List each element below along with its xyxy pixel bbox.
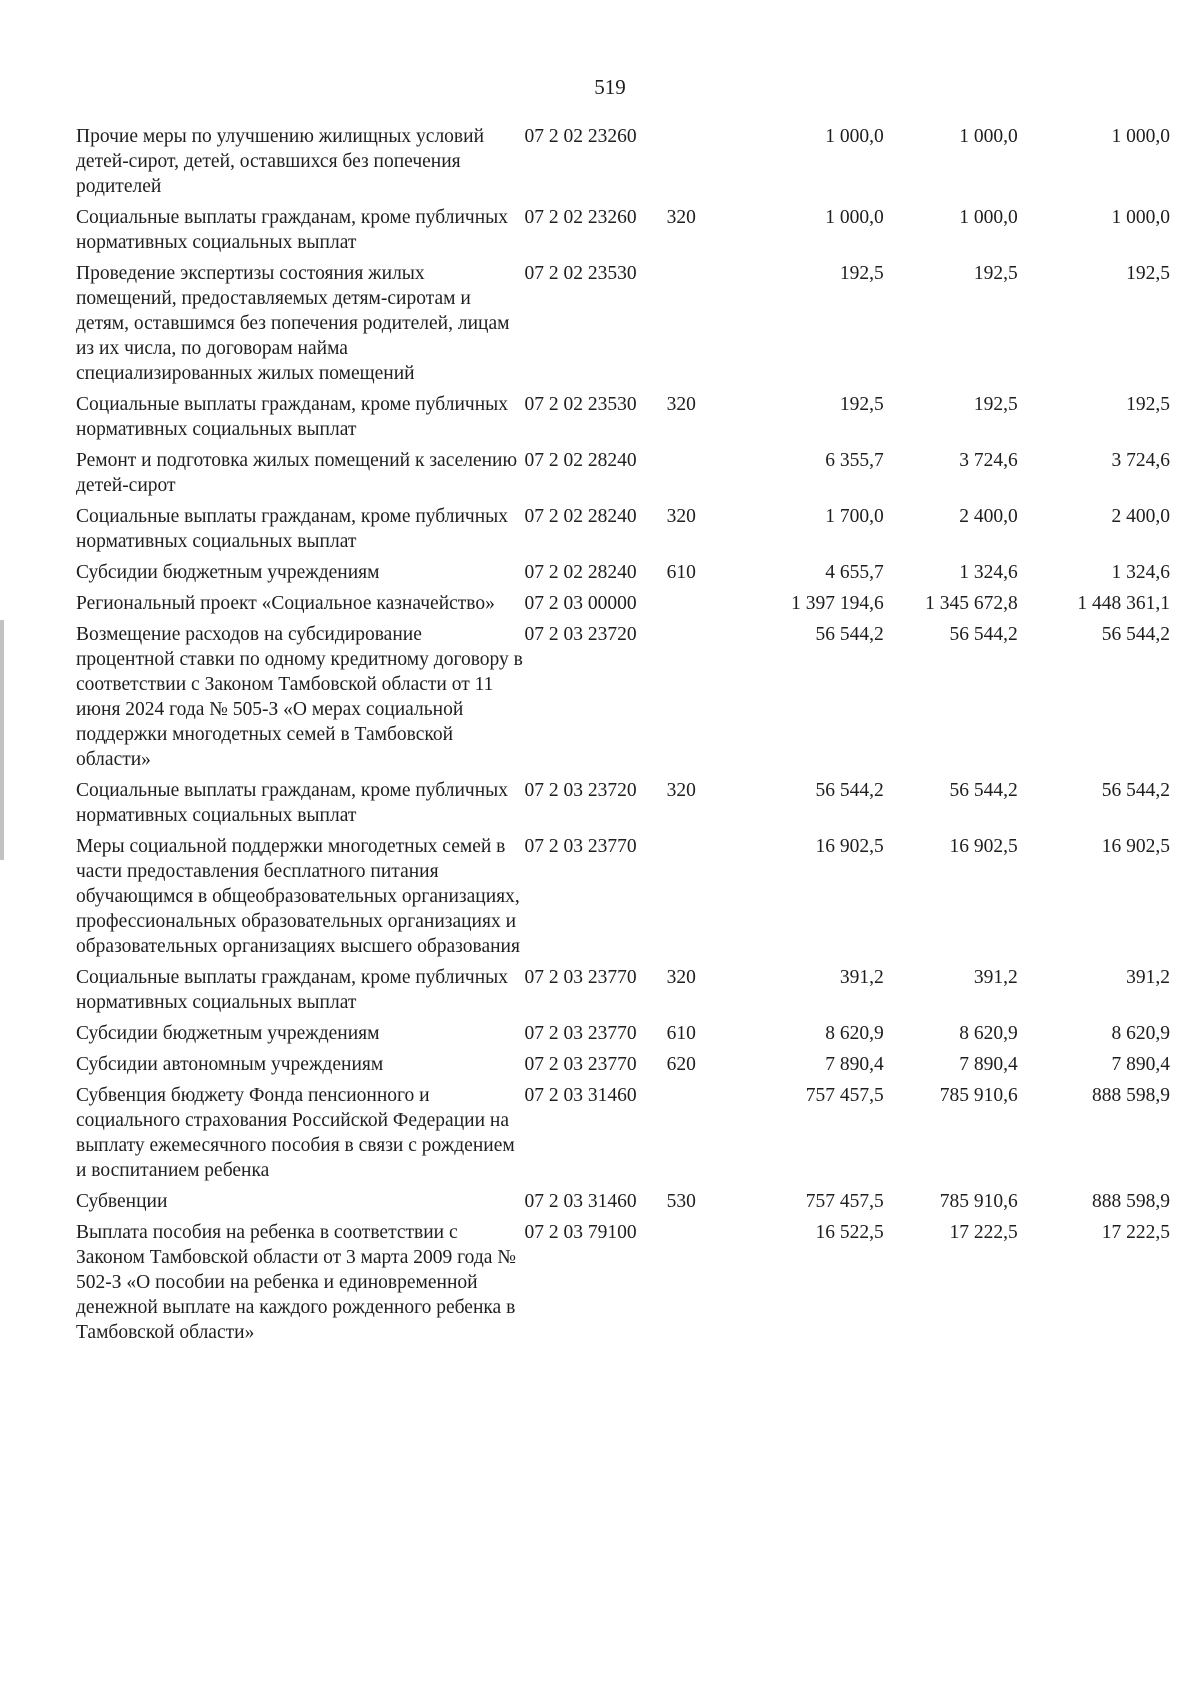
row-value-2: 7 890,4 [959, 1054, 1018, 1075]
table-row [76, 448, 1170, 504]
row-value-1: 192,5 [839, 394, 884, 415]
row-value-2: 785 910,6 [939, 1191, 1018, 1212]
row-expense-type [667, 1083, 730, 1189]
row-value-2: 1 000,0 [959, 126, 1018, 147]
row-value-3: 192,5 [1126, 394, 1170, 415]
row-value-2: 192,5 [973, 394, 1018, 415]
row-code: 07 2 03 00000 [524, 593, 637, 614]
row-name: Социальные выплаты гражданам, кроме публичных нормативных социальных выплат [76, 967, 508, 1013]
row-code: 07 2 03 23770 [524, 967, 637, 988]
table-row [76, 965, 1170, 1021]
row-expense-type: 610 [666, 562, 696, 583]
row-value-3: 391,2 [1126, 967, 1170, 988]
table-row [76, 124, 1170, 205]
table-row [76, 622, 1170, 778]
row-value-3: 1 448 361,1 [1077, 593, 1170, 614]
row-expense-type: 320 [666, 394, 696, 415]
row-expense-type [667, 622, 730, 778]
row-value-1: 8 620,9 [825, 1023, 884, 1044]
table-row [76, 261, 1170, 392]
row-value-1: 16 522,5 [815, 1222, 884, 1243]
row-code: 07 2 02 23530 [524, 394, 637, 415]
row-expense-type [667, 448, 730, 504]
row-expense-type [667, 591, 730, 622]
row-value-2: 1 000,0 [959, 207, 1018, 228]
row-value-2: 391,2 [973, 967, 1018, 988]
row-value-1: 4 655,7 [825, 562, 884, 583]
row-value-2: 3 724,6 [959, 450, 1018, 471]
row-name: Социальные выплаты гражданам, кроме публичных нормативных социальных выплат [76, 394, 508, 440]
row-code: 07 2 02 28240 [524, 506, 637, 527]
scan-artifact [0, 620, 4, 860]
row-value-1: 16 902,5 [815, 836, 884, 857]
row-value-2: 192,5 [973, 263, 1018, 284]
row-value-3: 1 000,0 [1111, 126, 1170, 147]
table-row [76, 1220, 1170, 1351]
row-value-2: 1 345 672,8 [925, 593, 1018, 614]
row-value-3: 8 620,9 [1111, 1023, 1170, 1044]
table-row [76, 834, 1170, 965]
row-expense-type: 320 [666, 506, 696, 527]
row-expense-type: 610 [666, 1023, 696, 1044]
row-code: 07 2 03 79100 [524, 1222, 637, 1243]
row-value-1: 757 457,5 [805, 1085, 884, 1106]
row-name: Субвенции [76, 1191, 168, 1212]
row-expense-type: 620 [666, 1054, 696, 1075]
row-code: 07 2 03 31460 [524, 1085, 637, 1106]
row-code: 07 2 02 28240 [524, 562, 637, 583]
row-value-3: 1 000,0 [1111, 207, 1170, 228]
row-value-1: 6 355,7 [825, 450, 884, 471]
table-row [76, 504, 1170, 560]
row-value-1: 757 457,5 [805, 1191, 884, 1212]
row-value-2: 1 324,6 [959, 562, 1018, 583]
row-value-3: 7 890,4 [1111, 1054, 1170, 1075]
row-code: 07 2 03 31460 [524, 1191, 637, 1212]
row-name: Субсидии автономным учреждениям [76, 1054, 384, 1075]
page-number: 519 [594, 75, 626, 99]
row-name: Прочие меры по улучшению жилищных условий детей-сирот, детей, оставшихся без попечения родителей [76, 126, 485, 197]
table-row [76, 560, 1170, 591]
row-value-1: 192,5 [839, 263, 884, 284]
row-expense-type: 320 [666, 967, 696, 988]
row-value-1: 56 544,2 [815, 780, 884, 801]
row-value-2: 56 544,2 [949, 624, 1018, 645]
row-name: Социальные выплаты гражданам, кроме публичных нормативных социальных выплат [76, 506, 508, 552]
row-name: Возмещение расходов на субсидирование процентной ставки по одному кредитному договору в соответствии с Законом Тамбовской области от 11 июня 2024 года № 505-З «О мерах социальной поддержки многодетных семей в Тамбовской области» [76, 624, 523, 770]
row-expense-type [667, 1220, 730, 1351]
row-code: 07 2 02 23260 [524, 126, 637, 147]
table-row [76, 1083, 1170, 1189]
row-code: 07 2 03 23770 [524, 836, 637, 857]
table-row [76, 1189, 1170, 1220]
table-row [76, 1052, 1170, 1083]
row-value-1: 1 700,0 [825, 506, 884, 527]
row-value-1: 7 890,4 [825, 1054, 884, 1075]
row-expense-type: 320 [666, 207, 696, 228]
row-value-1: 1 000,0 [825, 126, 884, 147]
row-value-2: 785 910,6 [939, 1085, 1018, 1106]
row-value-1: 391,2 [839, 967, 884, 988]
row-value-3: 56 544,2 [1101, 780, 1170, 801]
row-name: Меры социальной поддержки многодетных семей в части предоставления бесплатного питания обучающимся в общеобразовательных организациях, профессиональных образовательных организациях и образовательных организациях высшего образования [76, 836, 520, 957]
row-code: 07 2 03 23770 [524, 1054, 637, 1075]
row-value-3: 1 324,6 [1111, 562, 1170, 583]
row-expense-type [667, 834, 730, 965]
row-value-1: 1 000,0 [825, 207, 884, 228]
row-expense-type [667, 261, 730, 392]
row-value-2: 8 620,9 [959, 1023, 1018, 1044]
row-code: 07 2 03 23770 [524, 1023, 637, 1044]
row-name: Субсидии бюджетным учреждениям [76, 562, 380, 583]
row-code: 07 2 02 23260 [524, 207, 637, 228]
row-value-1: 56 544,2 [815, 624, 884, 645]
table-row [76, 1021, 1170, 1052]
row-code: 07 2 02 23530 [524, 263, 637, 284]
row-name: Субсидии бюджетным учреждениям [76, 1023, 380, 1044]
row-value-3: 2 400,0 [1111, 506, 1170, 527]
row-name: Социальные выплаты гражданам, кроме публичных нормативных социальных выплат [76, 207, 508, 253]
row-name: Субвенция бюджету Фонда пенсионного и социального страхования Российской Федерации на выплату ежемесячного пособия в связи с рождением и воспитанием ребенка [76, 1085, 515, 1181]
row-name: Выплата пособия на ребенка в соответствии с Законом Тамбовской области от 3 марта 2009 года № 502-З «О пособии на ребенка и единовременной денежной выплате на каждого рожденного ребенка в Тамбовской области» [76, 1222, 516, 1343]
row-value-3: 16 902,5 [1101, 836, 1170, 857]
row-value-2: 17 222,5 [949, 1222, 1018, 1243]
row-value-2: 2 400,0 [959, 506, 1018, 527]
row-expense-type: 530 [666, 1191, 696, 1212]
row-value-3: 56 544,2 [1101, 624, 1170, 645]
row-value-2: 56 544,2 [949, 780, 1018, 801]
row-expense-type [667, 124, 730, 205]
table-row [76, 205, 1170, 261]
row-name: Ремонт и подготовка жилых помещений к заселению детей-сирот [76, 450, 518, 496]
row-value-3: 888 598,9 [1092, 1191, 1170, 1212]
row-value-1: 1 397 194,6 [791, 593, 884, 614]
table-row [76, 778, 1170, 834]
row-code: 07 2 02 28240 [524, 450, 637, 471]
row-name: Социальные выплаты гражданам, кроме публичных нормативных социальных выплат [76, 780, 508, 826]
row-name: Региональный проект «Социальное казначейство» [76, 593, 495, 614]
row-name: Проведение экспертизы состояния жилых помещений, предоставляемых детям-сиротам и детям, оставшимся без попечения родителей, лицам из их числа, по договорам найма специализированных жилых помещений [76, 263, 510, 384]
table-row [76, 591, 1170, 622]
row-value-3: 192,5 [1126, 263, 1170, 284]
row-value-3: 888 598,9 [1092, 1085, 1170, 1106]
budget-table [76, 124, 1170, 1351]
row-value-3: 17 222,5 [1101, 1222, 1170, 1243]
row-code: 07 2 03 23720 [524, 624, 637, 645]
row-expense-type: 320 [666, 780, 696, 801]
row-value-2: 16 902,5 [949, 836, 1018, 857]
row-code: 07 2 03 23720 [524, 780, 637, 801]
row-value-3: 3 724,6 [1111, 450, 1170, 471]
table-row [76, 392, 1170, 448]
